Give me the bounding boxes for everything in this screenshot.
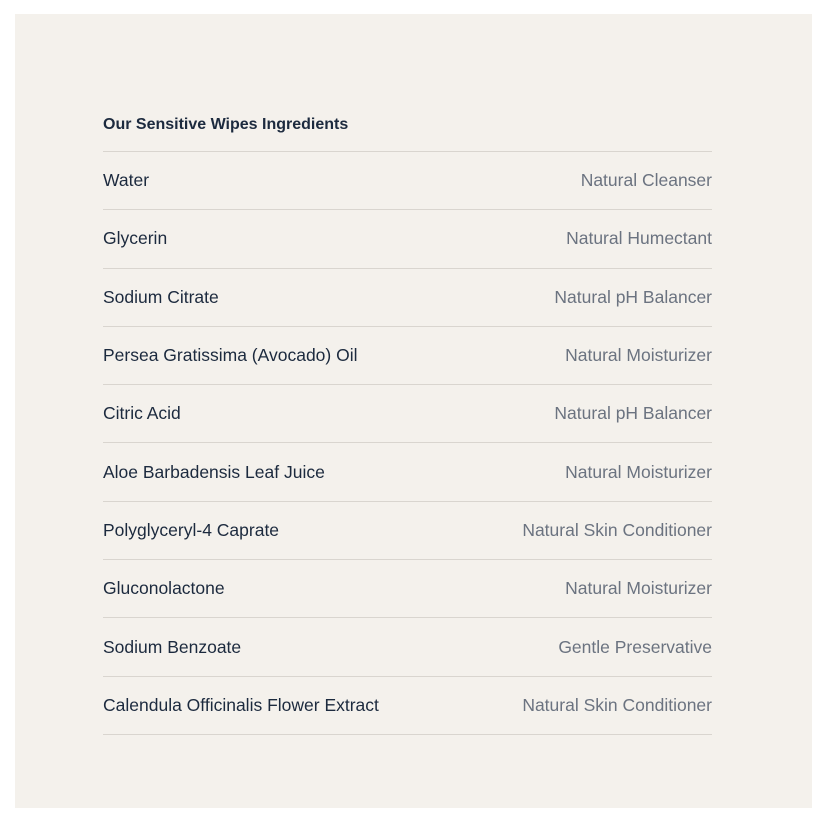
table-row <box>103 269 712 327</box>
table-row <box>103 210 712 268</box>
ingredient-name: Citric Acid <box>103 403 181 424</box>
ingredients-card <box>15 14 812 808</box>
ingredient-function: Natural pH Balancer <box>554 403 712 424</box>
ingredient-function: Natural Moisturizer <box>565 461 712 482</box>
ingredient-name: Aloe Barbadensis Leaf Juice <box>103 461 325 482</box>
table-row <box>103 502 712 560</box>
ingredient-function: Natural Moisturizer <box>565 345 712 366</box>
ingredient-name: Glycerin <box>103 228 168 249</box>
ingredient-function: Natural Skin Conditioner <box>522 694 712 715</box>
ingredients-table <box>103 114 712 735</box>
table-row <box>103 618 712 676</box>
table-row <box>103 560 712 618</box>
ingredient-function: Natural Moisturizer <box>565 578 712 599</box>
table-row <box>103 152 712 210</box>
ingredient-name: Persea Gratissima (Avocado) Oil <box>103 345 358 366</box>
ingredient-name: Polyglyceryl-4 Caprate <box>103 519 280 540</box>
ingredient-name: Sodium Citrate <box>103 286 219 307</box>
ingredient-name: Calendula Officinalis Flower Extract <box>103 694 379 715</box>
table-row <box>103 327 712 385</box>
table-title: Our Sensitive Wipes Ingredients <box>103 114 712 152</box>
table-row <box>103 385 712 443</box>
ingredient-function: Natural Cleanser <box>580 170 712 191</box>
ingredient-function: Gentle Preservative <box>558 636 712 657</box>
ingredient-name: Gluconolactone <box>103 578 225 599</box>
ingredient-function: Natural Humectant <box>566 228 712 249</box>
ingredient-function: Natural Skin Conditioner <box>522 519 712 540</box>
ingredient-function: Natural pH Balancer <box>554 286 712 307</box>
table-row <box>103 443 712 501</box>
ingredient-name: Water <box>103 170 150 191</box>
ingredient-name: Sodium Benzoate <box>103 636 242 657</box>
table-row <box>103 677 712 735</box>
